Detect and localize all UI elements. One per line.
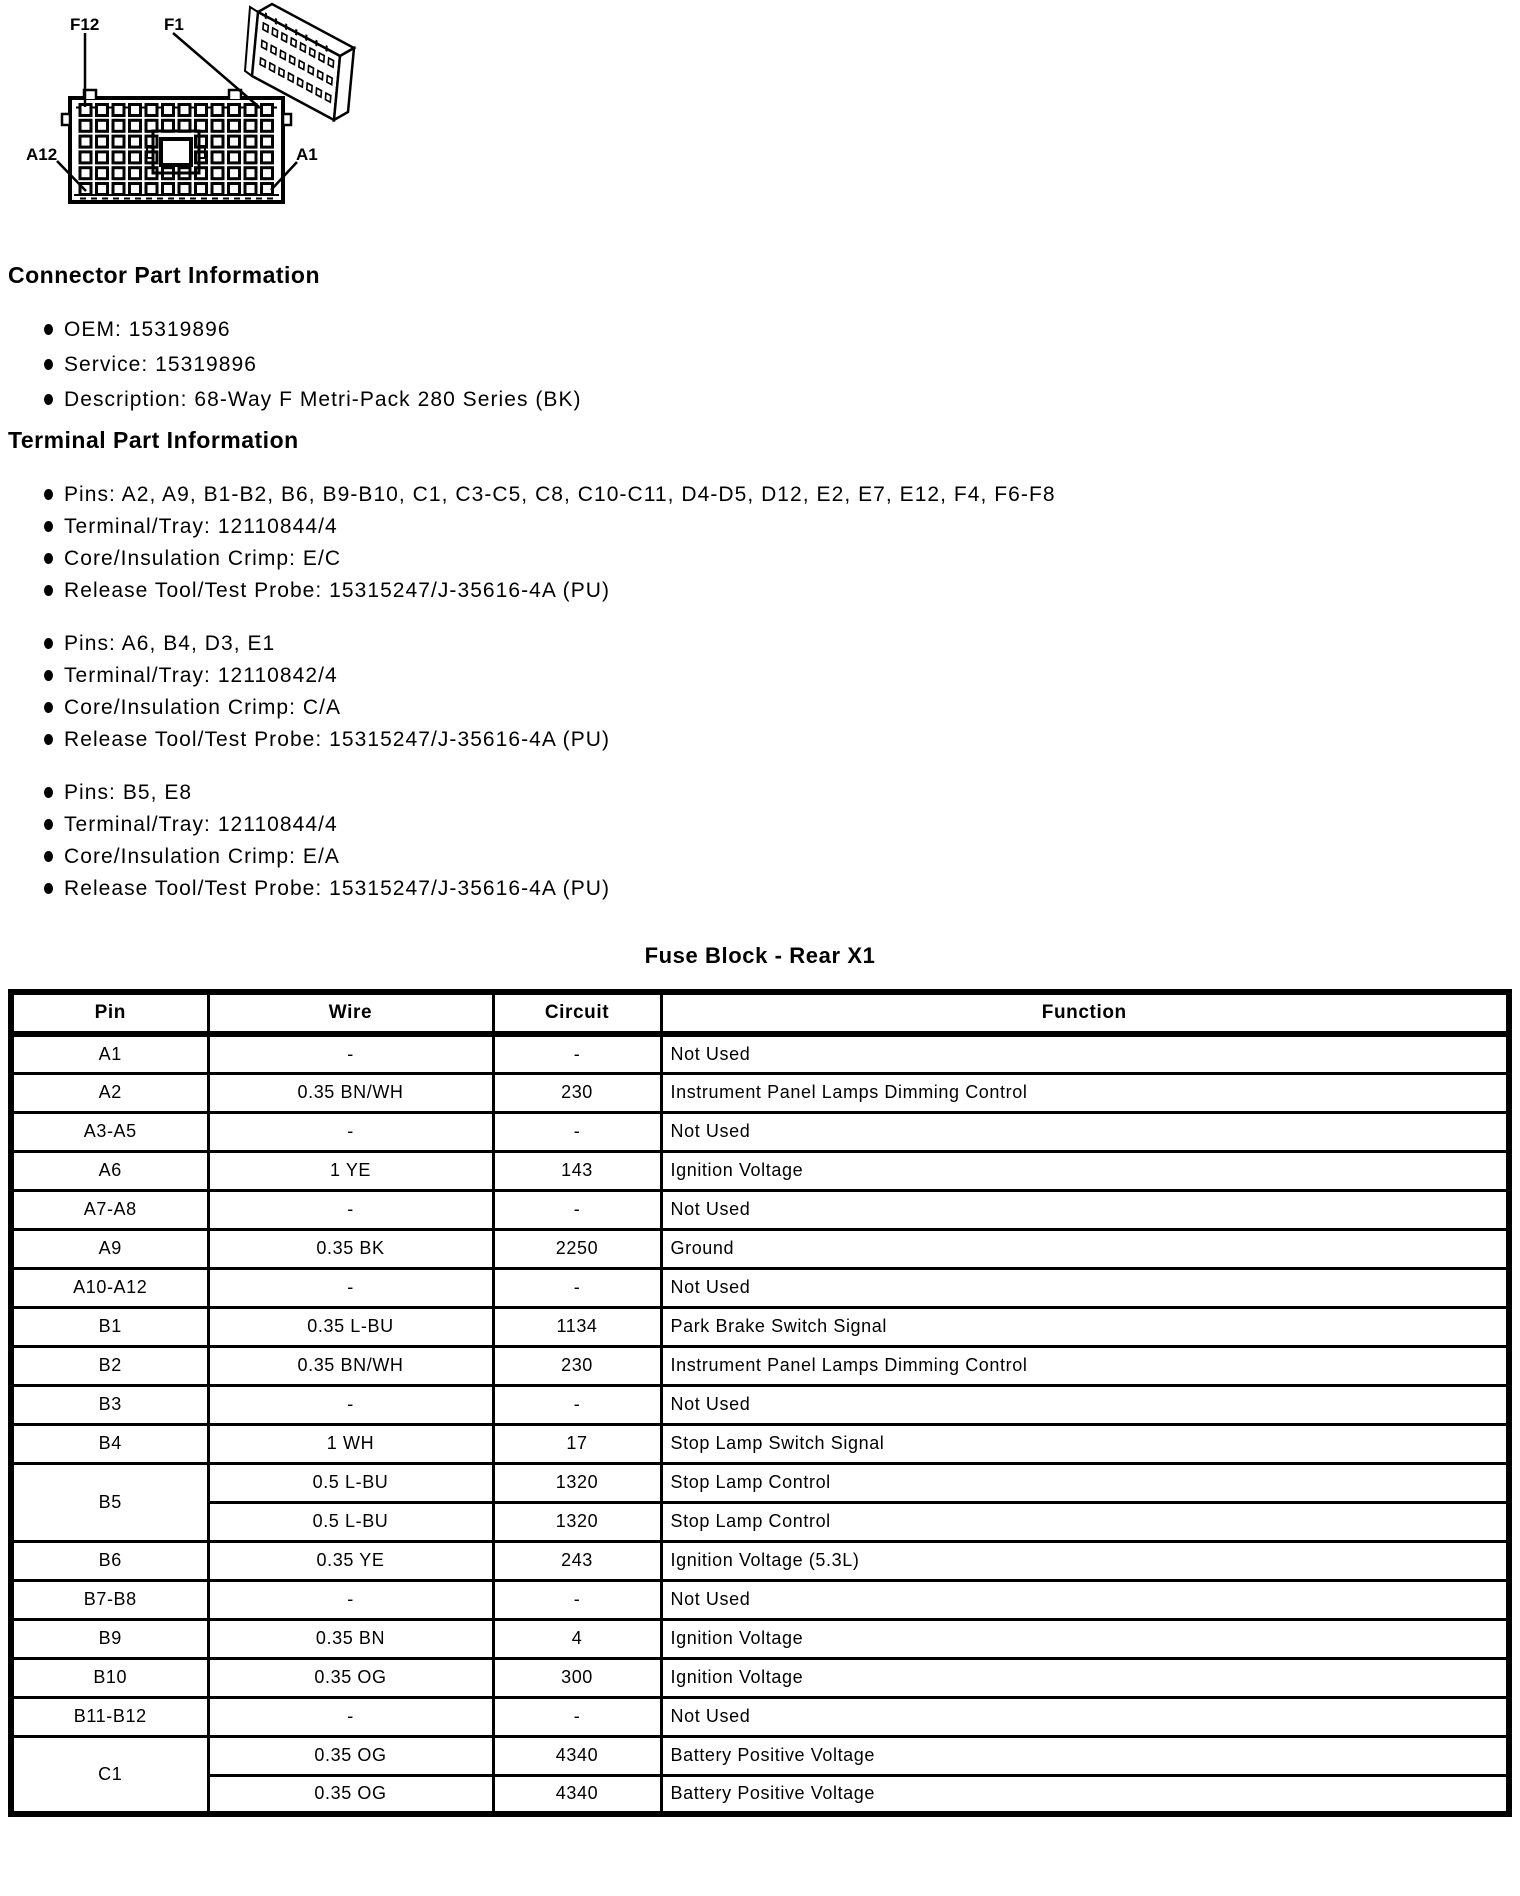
pin-label-a12: A12 — [26, 145, 58, 164]
wire-cell: 0.35 OG — [208, 1658, 493, 1697]
wire-cell: - — [208, 1034, 493, 1073]
connector-part-heading: Connector Part Information — [8, 262, 321, 288]
table-row — [11, 1697, 1509, 1736]
terminal-group-1 — [0, 628, 1520, 756]
col-header-function: Function — [661, 992, 1509, 1034]
wire-cell: 0.35 BK — [208, 1229, 493, 1268]
pin-label-f12: F12 — [70, 15, 100, 34]
wire-cell: - — [208, 1112, 493, 1151]
bullet-item: Description: 68-Way F Metri-Pack 280 Series (BK) — [42, 382, 1520, 417]
pin-cell: A10-A12 — [11, 1268, 208, 1307]
wire-cell: 0.35 YE — [208, 1541, 493, 1580]
pin-cell: A1 — [11, 1034, 208, 1073]
table-row — [11, 1541, 1509, 1580]
wire-cell: 1 YE — [208, 1151, 493, 1190]
table-row — [11, 1190, 1509, 1229]
bullet-item: Release Tool/Test Probe: 15315247/J-35616-4A (PU) — [42, 575, 1520, 607]
wire-cell: 0.5 L-BU — [208, 1463, 493, 1502]
circuit-cell: - — [493, 1697, 661, 1736]
pin-cell: B11-B12 — [11, 1697, 208, 1736]
function-cell: Not Used — [661, 1268, 1509, 1307]
function-cell: Ground — [661, 1229, 1509, 1268]
circuit-cell: 17 — [493, 1424, 661, 1463]
col-header-circuit: Circuit — [493, 992, 661, 1034]
pin-cell: C1 — [11, 1736, 208, 1814]
function-cell: Not Used — [661, 1034, 1509, 1073]
bullet-item: Terminal/Tray: 12110844/4 — [42, 809, 1520, 841]
function-cell: Stop Lamp Switch Signal — [661, 1424, 1509, 1463]
pin-cell: A2 — [11, 1073, 208, 1112]
circuit-cell: 243 — [493, 1541, 661, 1580]
table-row — [11, 1736, 1509, 1775]
wire-cell: 0.35 L-BU — [208, 1307, 493, 1346]
function-cell: Ignition Voltage — [661, 1619, 1509, 1658]
function-cell: Stop Lamp Control — [661, 1463, 1509, 1502]
function-cell: Not Used — [661, 1112, 1509, 1151]
function-cell: Stop Lamp Control — [661, 1502, 1509, 1541]
table-title: Fuse Block - Rear X1 — [644, 943, 876, 968]
bullet-item: Core/Insulation Crimp: E/A — [42, 841, 1520, 873]
pin-cell: B4 — [11, 1424, 208, 1463]
fuse-table-header — [11, 992, 1509, 1034]
function-cell: Park Brake Switch Signal — [661, 1307, 1509, 1346]
table-row — [11, 1151, 1509, 1190]
bullet-item: Release Tool/Test Probe: 15315247/J-35616-4A (PU) — [42, 724, 1520, 756]
circuit-cell: 2250 — [493, 1229, 661, 1268]
circuit-cell: 143 — [493, 1151, 661, 1190]
table-row — [11, 1112, 1509, 1151]
function-cell: Not Used — [661, 1190, 1509, 1229]
table-row — [11, 1073, 1509, 1112]
function-cell: Instrument Panel Lamps Dimming Control — [661, 1346, 1509, 1385]
wire-cell: - — [208, 1385, 493, 1424]
pin-label-f1: F1 — [164, 15, 184, 34]
pin-cell: B1 — [11, 1307, 208, 1346]
bullet-item: Release Tool/Test Probe: 15315247/J-35616-4A (PU) — [42, 873, 1520, 905]
circuit-cell: 4340 — [493, 1775, 661, 1814]
wire-cell: 0.35 OG — [208, 1736, 493, 1775]
bullet-item: Service: 15319896 — [42, 347, 1520, 382]
table-row — [11, 1229, 1509, 1268]
table-row — [11, 1424, 1509, 1463]
function-cell: Ignition Voltage — [661, 1658, 1509, 1697]
pin-cell: B5 — [11, 1463, 208, 1541]
header-row — [11, 992, 1509, 1034]
terminal-part-heading: Terminal Part Information — [8, 427, 299, 453]
circuit-cell: 230 — [493, 1346, 661, 1385]
wire-cell: 0.5 L-BU — [208, 1502, 493, 1541]
pin-cell: A9 — [11, 1229, 208, 1268]
function-cell: Not Used — [661, 1697, 1509, 1736]
pin-cell: A6 — [11, 1151, 208, 1190]
pin-cell: B10 — [11, 1658, 208, 1697]
table-row — [11, 1658, 1509, 1697]
bullet-item: Pins: A6, B4, D3, E1 — [42, 628, 1520, 660]
circuit-cell: - — [493, 1580, 661, 1619]
pin-cell: B3 — [11, 1385, 208, 1424]
connector-diagram-svg — [0, 0, 400, 230]
wire-cell: - — [208, 1190, 493, 1229]
wire-cell: - — [208, 1268, 493, 1307]
table-row — [11, 1463, 1509, 1502]
col-header-pin: Pin — [11, 992, 208, 1034]
bullet-item: Core/Insulation Crimp: C/A — [42, 692, 1520, 724]
function-cell: Ignition Voltage — [661, 1151, 1509, 1190]
pin-cell: A7-A8 — [11, 1190, 208, 1229]
pin-cell: B2 — [11, 1346, 208, 1385]
bullet-item: Core/Insulation Crimp: E/C — [42, 543, 1520, 575]
side-tab — [62, 114, 70, 125]
circuit-cell: - — [493, 1385, 661, 1424]
wire-cell: 1 WH — [208, 1424, 493, 1463]
circuit-cell: 1320 — [493, 1463, 661, 1502]
connector-diagram — [0, 0, 1520, 230]
wire-cell: - — [208, 1580, 493, 1619]
table-row — [11, 1268, 1509, 1307]
function-cell: Not Used — [661, 1385, 1509, 1424]
function-cell: Instrument Panel Lamps Dimming Control — [661, 1073, 1509, 1112]
circuit-cell: - — [493, 1190, 661, 1229]
table-row — [11, 1619, 1509, 1658]
bullet-item: OEM: 15319896 — [42, 312, 1520, 347]
wire-cell: 0.35 BN/WH — [208, 1073, 493, 1112]
terminal-group-2 — [0, 777, 1520, 905]
pin-label-a1: A1 — [296, 145, 318, 164]
bullet-item: Terminal/Tray: 12110844/4 — [42, 511, 1520, 543]
col-header-wire: Wire — [208, 992, 493, 1034]
wire-cell: 0.35 BN/WH — [208, 1346, 493, 1385]
function-cell: Ignition Voltage (5.3L) — [661, 1541, 1509, 1580]
bullet-item: Pins: B5, E8 — [42, 777, 1520, 809]
circuit-cell: 4340 — [493, 1736, 661, 1775]
pin-cell: A3-A5 — [11, 1112, 208, 1151]
function-cell: Battery Positive Voltage — [661, 1775, 1509, 1814]
table-row — [11, 1580, 1509, 1619]
wire-cell: - — [208, 1697, 493, 1736]
table-row — [11, 1034, 1509, 1073]
function-cell: Battery Positive Voltage — [661, 1736, 1509, 1775]
connector-info-list — [0, 312, 1520, 417]
circuit-cell: - — [493, 1112, 661, 1151]
table-row — [11, 1307, 1509, 1346]
table-row — [11, 1385, 1509, 1424]
circuit-cell: - — [493, 1268, 661, 1307]
fuse-table — [8, 989, 1512, 1817]
side-tab — [283, 114, 291, 125]
circuit-cell: - — [493, 1034, 661, 1073]
pin-cell: B9 — [11, 1619, 208, 1658]
circuit-cell: 4 — [493, 1619, 661, 1658]
wire-cell: 0.35 OG — [208, 1775, 493, 1814]
bullet-item: Terminal/Tray: 12110842/4 — [42, 660, 1520, 692]
circuit-cell: 230 — [493, 1073, 661, 1112]
pin-cell: B6 — [11, 1541, 208, 1580]
fuse-table-body — [11, 1034, 1509, 1814]
wire-cell: 0.35 BN — [208, 1619, 493, 1658]
table-row — [11, 1502, 1509, 1541]
circuit-cell: 1320 — [493, 1502, 661, 1541]
terminal-group-0 — [0, 479, 1520, 607]
table-row — [11, 1775, 1509, 1814]
function-cell: Not Used — [661, 1580, 1509, 1619]
pin-cell: B7-B8 — [11, 1580, 208, 1619]
circuit-cell: 300 — [493, 1658, 661, 1697]
bullet-item: Pins: A2, A9, B1-B2, B6, B9-B10, C1, C3-C5, C8, C10-C11, D4-D5, D12, E2, E7, E12, F4, F6-F8 — [42, 479, 1520, 511]
circuit-cell: 1134 — [493, 1307, 661, 1346]
table-row — [11, 1346, 1509, 1385]
keyway — [161, 139, 191, 165]
